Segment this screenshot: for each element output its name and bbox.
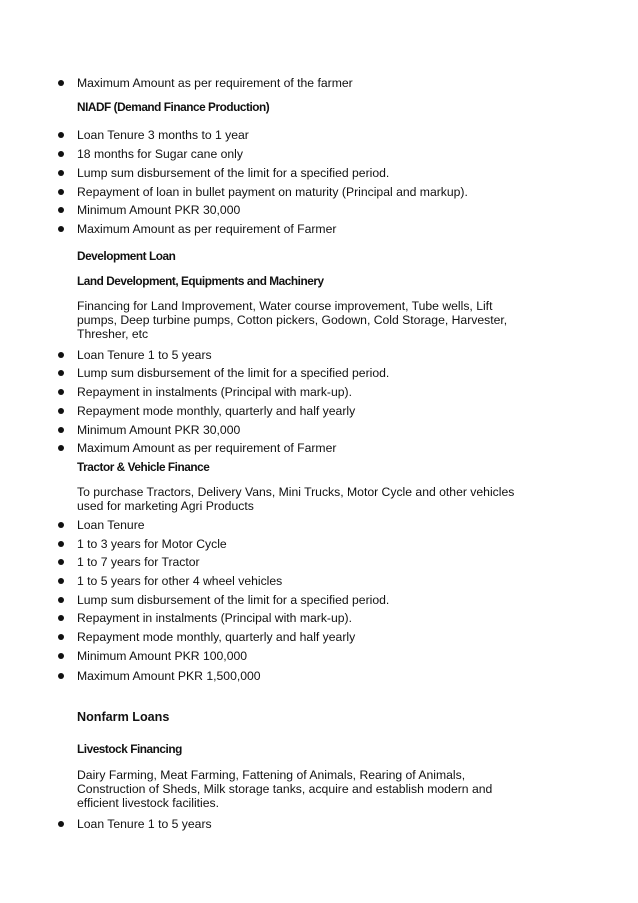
tractor-vehicle-item: Minimum Amount PKR 100,000 — [77, 649, 248, 663]
bullet-marker — [58, 559, 64, 565]
bullet-marker — [58, 226, 64, 232]
livestock-paragraph — [77, 768, 547, 810]
bullet-marker — [58, 352, 64, 358]
paragraph-line: Dairy Farming, Meat Farming, Fattening of Animals, Rearing of Animals, — [77, 768, 466, 782]
bullet-marker — [58, 615, 64, 621]
niadf-item: Lump sum disbursement of the limit for a specified period. — [77, 166, 390, 180]
paragraph-line: efficient livestock facilities. — [77, 796, 220, 810]
tractor-vehicle-item: 1 to 3 years for Motor Cycle — [77, 537, 227, 551]
niadf-item: Repayment of loan in bullet payment on maturity (Principal and markup). — [77, 185, 468, 199]
bullet-marker — [58, 389, 64, 395]
paragraph-line: Financing for Land Improvement, Water course improvement, Tube wells, Lift — [77, 299, 493, 313]
development-loan-item: Lump sum disbursement of the limit for a specified period. — [77, 366, 390, 380]
paragraph-line: Thresher, etc — [77, 327, 149, 341]
livestock-item: Loan Tenure 1 to 5 years — [77, 817, 212, 831]
bullet-marker — [58, 207, 64, 213]
tractor-vehicle-item: Loan Tenure — [77, 518, 145, 532]
bullet-marker — [58, 522, 64, 528]
tractor-vehicle-heading: Tractor & Vehicle Finance — [77, 460, 210, 474]
land-development-heading: Land Development, Equipments and Machinery — [77, 274, 324, 288]
development-loan-item: Repayment mode monthly, quarterly and half yearly — [77, 404, 356, 418]
bullet-marker — [58, 445, 64, 451]
niadf-item: 18 months for Sugar cane only — [77, 147, 243, 161]
bullet-marker — [58, 408, 64, 414]
niadf-heading: NIADF (Demand Finance Production) — [77, 100, 270, 114]
bullet-marker — [58, 427, 64, 433]
tractor-vehicle-paragraph — [77, 485, 547, 513]
paragraph-line: used for marketing Agri Products — [77, 499, 254, 513]
tractor-vehicle-item: 1 to 7 years for Tractor — [77, 555, 200, 569]
development-loan-item: Maximum Amount as per requirement of Farmer — [77, 441, 337, 455]
development-loan-item: Minimum Amount PKR 30,000 — [77, 423, 241, 437]
bullet-marker — [58, 653, 64, 659]
development-loan-heading: Development Loan — [77, 249, 176, 263]
niadf-item: Maximum Amount as per requirement of Farmer — [77, 222, 337, 236]
paragraph-line: To purchase Tractors, Delivery Vans, Mini Trucks, Motor Cycle and other vehicles — [77, 485, 515, 499]
bullet-marker — [58, 370, 64, 376]
bullet-marker — [58, 578, 64, 584]
niadf-item: Loan Tenure 3 months to 1 year — [77, 128, 249, 142]
livestock-financing-heading: Livestock Financing — [77, 742, 182, 756]
niadf-item: Minimum Amount PKR 30,000 — [77, 203, 241, 217]
bullet-marker — [58, 597, 64, 603]
tractor-vehicle-item: Repayment mode monthly, quarterly and half yearly — [77, 630, 356, 644]
tractor-vehicle-item: Maximum Amount PKR 1,500,000 — [77, 669, 261, 683]
bullet-marker — [58, 541, 64, 547]
development-loan-item: Repayment in instalments (Principal with mark-up). — [77, 385, 352, 399]
bullet-marker — [58, 80, 64, 86]
tractor-vehicle-item: Lump sum disbursement of the limit for a specified period. — [77, 593, 390, 607]
paragraph-line: pumps, Deep turbine pumps, Cotton pickers, Godown, Cold Storage, Harvester, — [77, 313, 508, 327]
development-loan-item: Loan Tenure 1 to 5 years — [77, 348, 212, 362]
bullet-marker — [58, 151, 64, 157]
tractor-vehicle-item: 1 to 5 years for other 4 wheel vehicles — [77, 574, 283, 588]
bullet-marker — [58, 634, 64, 640]
top-bullet-text: Maximum Amount as per requirement of the farmer — [77, 76, 353, 90]
development-loan-paragraph — [77, 299, 547, 341]
bullet-marker — [58, 189, 64, 195]
bullet-marker — [58, 132, 64, 138]
paragraph-line: Construction of Sheds, Milk storage tanks, acquire and establish modern and — [77, 782, 493, 796]
nonfarm-loans-heading: Nonfarm Loans — [77, 710, 170, 724]
bullet-marker — [58, 673, 64, 679]
bullet-marker — [58, 821, 64, 827]
tractor-vehicle-item: Repayment in instalments (Principal with mark-up). — [77, 611, 352, 625]
bullet-marker — [58, 170, 64, 176]
